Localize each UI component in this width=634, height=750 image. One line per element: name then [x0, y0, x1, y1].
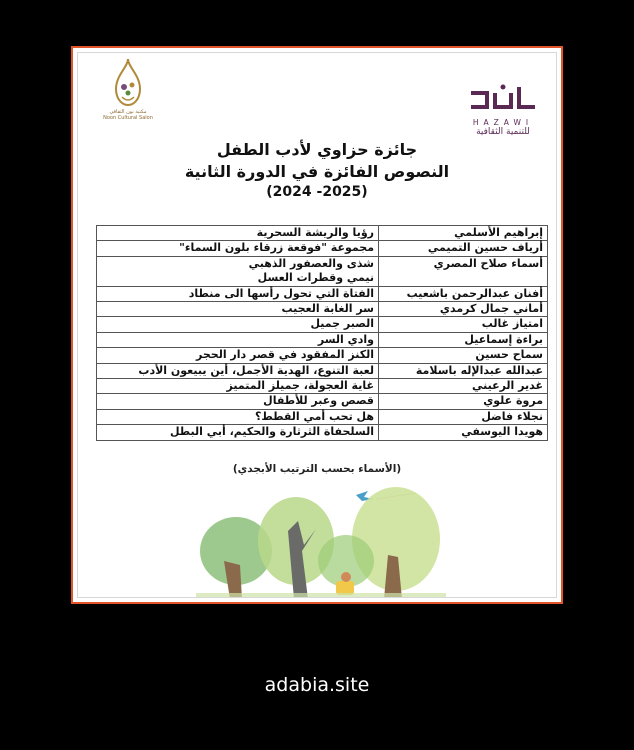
winner-work: مجموعة "فوقعة زرقاء بلون السماء"	[97, 241, 379, 256]
title-line-3: (2024 -2025)	[266, 184, 368, 200]
winner-work: الكنز المفقود في قصر دار الحجر	[97, 348, 379, 363]
winner-name: غدير الرعيني	[379, 379, 548, 394]
table-row	[97, 348, 548, 363]
winner-work: السلحفاة الثرثارة والحكيم، أبي البطل	[97, 425, 379, 440]
table-row	[97, 286, 548, 301]
poster	[77, 52, 557, 598]
hazawi-arabic: للتنمية الثقافية	[476, 127, 530, 137]
winner-name: إبراهيم الأسلمي	[379, 226, 548, 241]
title-line-1: جائزة حزاوي لأدب الطفل	[216, 140, 418, 159]
winner-name: نجلاء فاضل	[379, 409, 548, 424]
winner-work: هل تحب أمي القطط؟	[97, 409, 379, 424]
table-row	[97, 241, 548, 256]
winner-name: أماني جمال كرمدي	[379, 302, 548, 317]
noon-salon-logo-icon	[108, 57, 148, 109]
table-row	[97, 425, 548, 440]
poster-frame	[71, 46, 563, 604]
winner-name: أرياف حسين التميمي	[379, 241, 548, 256]
winner-name: براءة إسماعيل	[379, 332, 548, 347]
winner-work-line: نيمي وقطرات العسل	[257, 271, 374, 285]
logo-caption-ar: مكتبة نون الثقافي	[109, 109, 147, 115]
table-row	[97, 256, 548, 286]
site-watermark: adabia.site	[264, 674, 370, 696]
winner-name: مروة علوي	[379, 394, 548, 409]
winner-work: قصص وعبر للأطفال	[97, 394, 379, 409]
winner-name: هويدا اليوسفي	[379, 425, 548, 440]
winner-work: الصبر جميل	[97, 317, 379, 332]
table-row	[97, 317, 548, 332]
winner-work: رؤيا والريشة السحرية	[97, 226, 379, 241]
title-line-2: النصوص الفائزة في الدورة الثانية	[184, 162, 450, 181]
table-row	[97, 363, 548, 378]
poster-title	[78, 139, 556, 202]
table-row	[97, 394, 548, 409]
logo-caption-en: Noon Cultural Salon	[103, 115, 153, 121]
winner-work-line: شذى والعصفور الذهبي	[248, 256, 374, 270]
table-row	[97, 379, 548, 394]
winner-name: أفنان عبدالرحمن باشعيب	[379, 286, 548, 301]
winner-name: امتياز غالب	[379, 317, 548, 332]
table-row	[97, 302, 548, 317]
hazawi-logo-icon	[467, 83, 539, 113]
winner-name: أسماء صلاح المصري	[379, 256, 548, 286]
winner-work: لعبة التنوع، الهدية الأجمل، أين يبيعون الأدب	[97, 363, 379, 378]
winner-work: غاية العجولة، جميلز المتميز	[97, 379, 379, 394]
winner-name: سماح حسين	[379, 348, 548, 363]
trees-illustration-icon	[196, 481, 446, 598]
winner-work: الفتاة التي تحول رأسها الى منطاد	[97, 286, 379, 301]
winner-work: وادي السر	[97, 332, 379, 347]
winner-work: سر الغابة العجيب	[97, 302, 379, 317]
table-row	[97, 332, 548, 347]
winner-name: عبدالله عبدالإله باسلامة	[379, 363, 548, 378]
noon-salon-logo	[100, 57, 156, 127]
winner-work	[97, 256, 379, 286]
alphabetical-note: (الأسماء بحسب الترتيب الأبجدي)	[232, 463, 402, 475]
winners-table	[96, 225, 548, 441]
hazawi-latin: HAZAWI	[472, 118, 534, 127]
table-row	[97, 409, 548, 424]
table-row	[97, 226, 548, 241]
hazawi-logo	[466, 83, 540, 137]
